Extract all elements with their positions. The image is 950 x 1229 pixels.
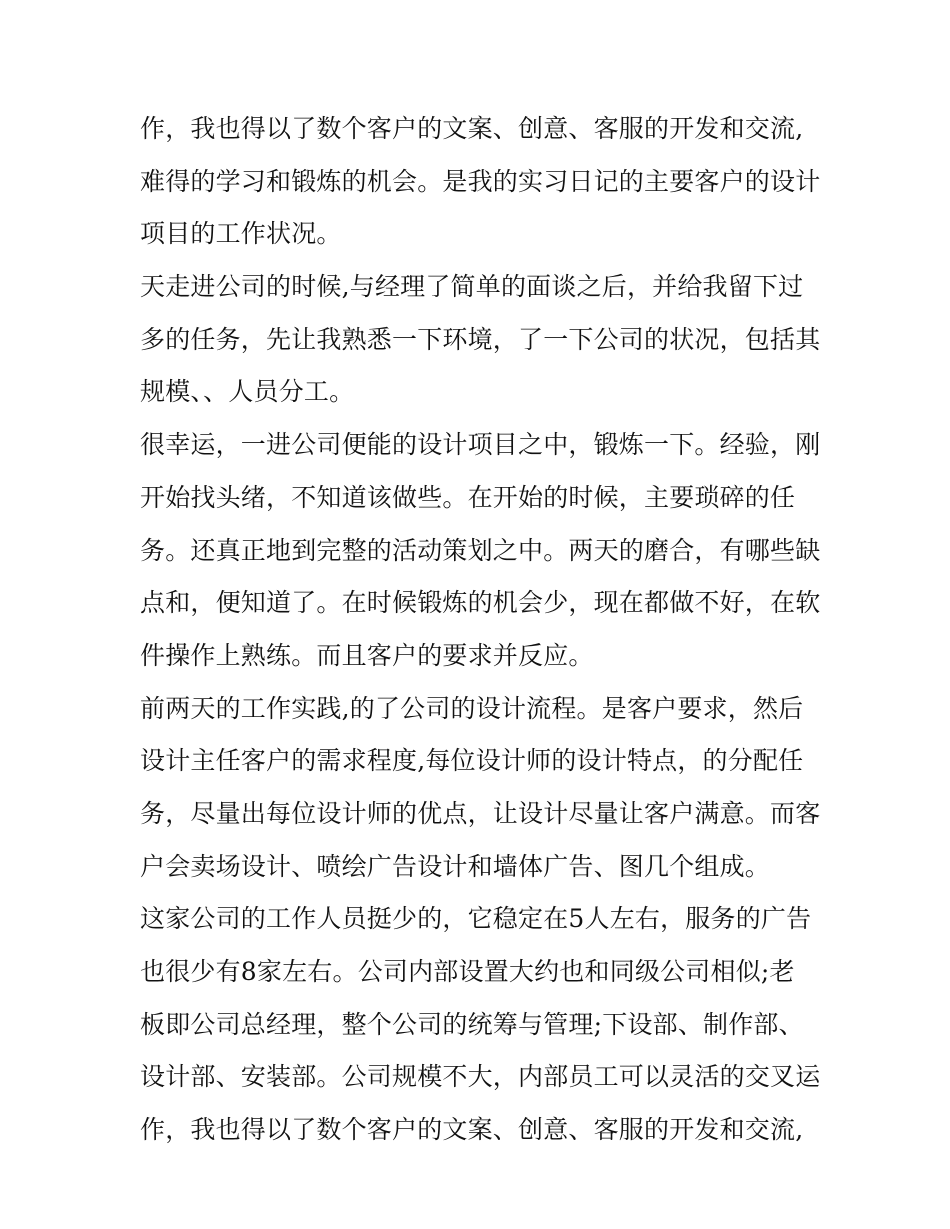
text-line: 板即公司总经理，整个公司的统筹与管理;下设部、制作部、	[140, 1009, 804, 1039]
text-line: 务。还真正地到完整的活动策划之中。两天的磨合，有哪些缺	[140, 535, 821, 565]
text-line: 作，我也得以了数个客户的文案、创意、客服的开发和交流,	[140, 114, 804, 143]
text-line: 这家公司的工作人员挺少的，它稳定在5人左右，服务的广告	[140, 904, 812, 934]
text-line: 户会卖场设计、喷绘广告设计和墙体广告、图几个组成。	[140, 851, 771, 881]
document-body	[140, 103, 820, 1157]
text-line: 难得的学习和锻炼的机会。是我的实习日记的主要客户的设计	[140, 166, 821, 196]
text-line: 多的任务，先让我熟悉一下环境，了一下公司的状况，包括其	[140, 324, 821, 354]
text-line: 件操作上熟练。而且客户的要求并反应。	[140, 640, 594, 670]
text-line: 点和，便知道了。在时候锻炼的机会少，现在都做不好，在软	[140, 588, 821, 618]
text-line: 也很少有8家左右。公司内部设置大约也和同级公司相似;老	[140, 957, 795, 986]
text-line: 务，尽量出每位设计师的优点，让设计尽量让客户满意。而客	[140, 798, 821, 828]
text-line: 前两天的工作实践,的了公司的设计流程。是客户要求，然后	[140, 693, 804, 723]
text-line: 项目的工作状况。	[140, 219, 342, 249]
text-line: 很幸运，一进公司便能的设计项目之中，锻炼一下。经验，刚	[140, 430, 821, 460]
text-line: 设计主任客户的需求程度,每位设计师的设计特点，的分配任	[140, 746, 804, 776]
text-line: 设计部、安装部。公司规模不大，内部员工可以灵活的交叉运	[140, 1062, 821, 1092]
text-line: 天走进公司的时候,与经理了简单的面谈之后，并给我留下过	[140, 272, 804, 302]
text-line: 规模、、人员分工。	[140, 377, 355, 407]
text-line: 开始找头绪，不知道该做些。在开始的时候，主要琐碎的任	[140, 482, 796, 512]
text-line: 作，我也得以了数个客户的文案、创意、客服的开发和交流,	[140, 1115, 804, 1145]
